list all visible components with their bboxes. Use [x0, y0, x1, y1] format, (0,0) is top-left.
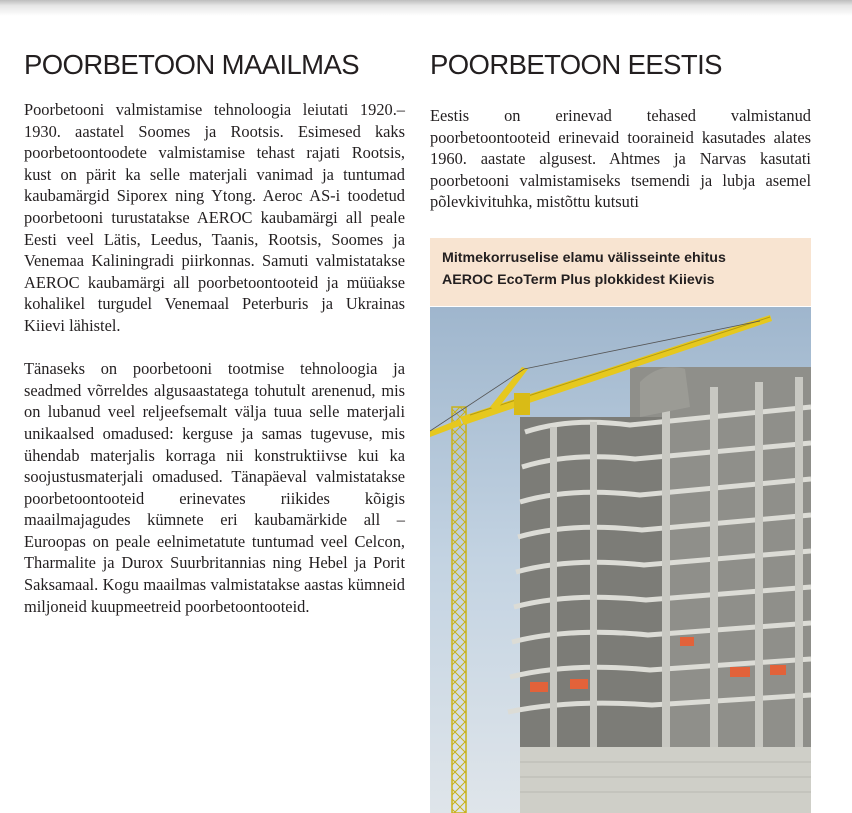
paragraph-today: Tänaseks on poorbetooni tootmise tehnoloogia ja seadmed võrreldes algusaastatega tohutult arenenud, mis on lubanud veel reljeefsemalt välja tuua selle materjali unikaalsed omadused: kerguse ja samas tugevuse, mis ühendab materjalis korraga nii konstruktiivse kui ka soojustusmaterjali omadused. Tänapäeval valmistatakse poorbetoontooteid erinevates riikides kõigis maailmajagudes kümnete eri kaubamärkide all – Euroopas on peale eelnimetatute tuntumad veel Celcon, Tharmalite ja Durox Suurbritannias ning Hebel ja Porit Saksamaal. Kogu maailmas valmistatakse aastas kümneid miljoneid kuupmeetreid poorbetoontooteid.	[24, 359, 405, 616]
paragraph-history: Poorbetooni valmistamise tehnoloogia leiutati 1920.–1930. aastatel Soomes ja Rootsis. Esimesed kaks poorbetoontoodete valmistamise tehast rajati Rootsis, kust on pärit ka selle materjali vanimad ja tuntumad kaubamärgid Siporex ning Ytong. Aeroc AS-i toodetud poorbetooni turustatakse AEROC kaubamärgi all peale Eesti veel Lätis, Leedus, Taanis, Rootsis, Soomes ja Venemaa Kaliningradi piirkonnas. Samuti valmistatakse AEROC kaubamärgi all poorbetoontooteid ja müüakse kohalikel turgudel Venemaal Peterburis ja Ukrainas Kiievi lähistel.	[24, 100, 405, 335]
photo-caption	[430, 238, 811, 306]
caption-line-1: Mitmekorruselise elamu välisseinte ehitus	[442, 250, 726, 266]
paragraph-estonia: Eestis on erinevad tehased valmistanud poorbetoontooteid erinevaid tooraineid kasutades alates 1960. aastate algusest. Ahtmes ja Narvas kasutati poorbetooni valmistamiseks tsemendi ja lubja asemel põlevkivituhka, mistõttu kutsuti	[430, 106, 811, 212]
right-column	[430, 105, 811, 213]
top-edge-shadow	[0, 0, 852, 16]
building	[508, 367, 811, 813]
caption-line-2: AEROC EcoTerm Plus plokkidest Kiievis	[442, 272, 715, 288]
heading-estonia: POORBETOON EESTIS	[430, 49, 722, 80]
heading-world: POORBETOON MAAILMAS	[24, 49, 359, 80]
left-column	[24, 99, 405, 617]
construction-photo	[430, 307, 811, 813]
building-under-construction-image	[430, 307, 811, 813]
